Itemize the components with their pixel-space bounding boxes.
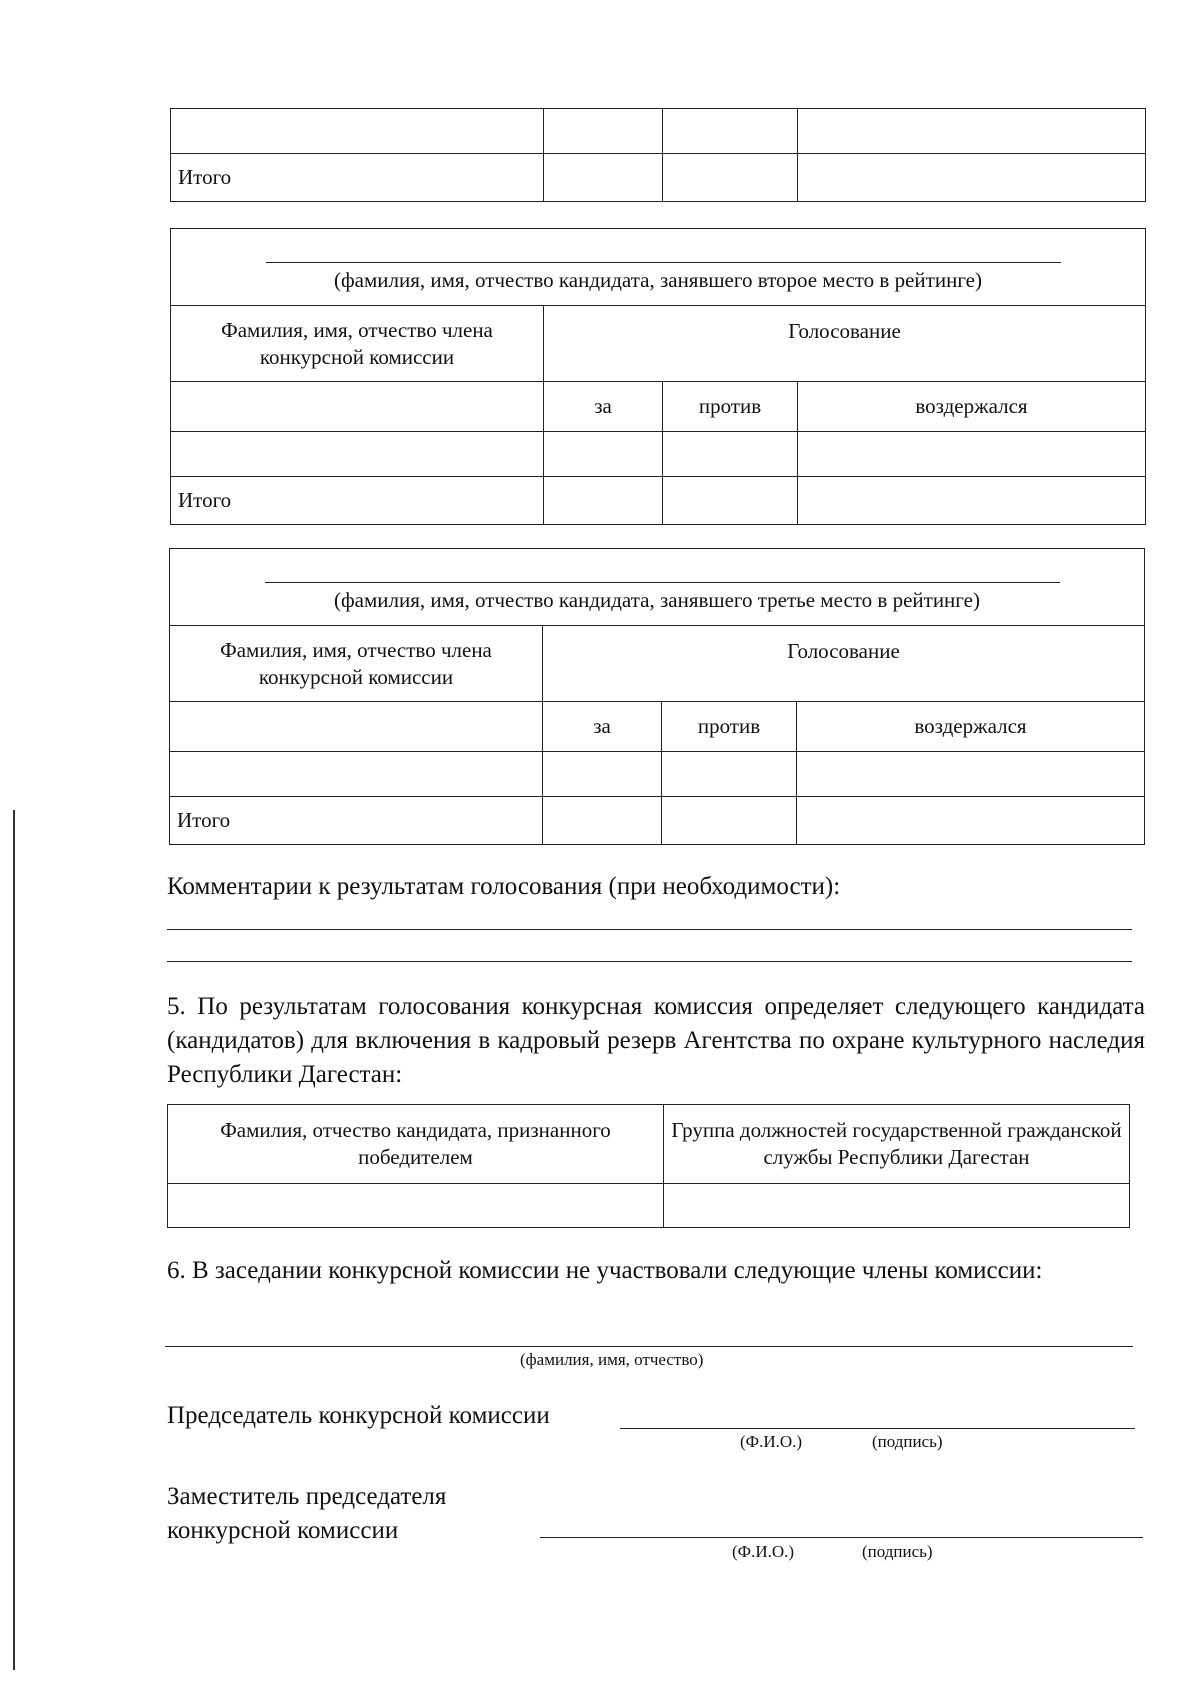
candidate-name-line <box>265 582 1060 583</box>
total-label: Итого <box>171 154 544 202</box>
col-abstained: воздержался <box>797 702 1145 752</box>
table-row <box>168 1184 1130 1228</box>
subheader-row <box>170 702 1145 752</box>
subheader-row <box>171 382 1146 432</box>
header-row <box>171 306 1146 382</box>
chairman-label: Председатель конкурсной комиссии <box>167 1402 550 1429</box>
comments-label: Комментарии к результатам голосования (при необходимости): <box>167 873 841 900</box>
chairman-fio-caption: (Ф.И.О.) <box>740 1432 803 1451</box>
total-label: Итого <box>170 797 543 845</box>
third-place-voting-table <box>169 548 1145 845</box>
member-header: Фамилия, имя, отчество члена конкурсной комиссии <box>170 626 543 702</box>
table-row <box>171 109 1146 154</box>
col-against: против <box>663 382 798 432</box>
table-row <box>171 154 1146 202</box>
table-row <box>171 432 1146 477</box>
deputy-label-line2: конкурсной комиссии <box>167 1517 399 1544</box>
section-5-text: 5. По результатам голосования конкурсная комиссия определяет следующего кандидата (кандидатов) для включения в кадровый резерв Агентства по охране культурного наследия Республики Дагестан: <box>167 993 1145 1088</box>
deputy-sign-caption: (подпись) <box>862 1542 933 1561</box>
col-abstained: воздержался <box>798 382 1146 432</box>
comments-line-2 <box>167 961 1132 962</box>
candidate-column-header: Фамилия, отчество кандидата, признанного победителем <box>168 1105 664 1184</box>
deputy-fio-caption: (Ф.И.О.) <box>732 1542 795 1561</box>
member-header: Фамилия, имя, отчество члена конкурсной комиссии <box>171 306 544 382</box>
voting-header: Голосование <box>544 306 1146 382</box>
candidate-caption: (фамилия, имя, отчество кандидата, занявшего второе место в рейтинге) <box>334 268 982 292</box>
table-row <box>170 752 1145 797</box>
header-row <box>170 626 1145 702</box>
top-continuation-table <box>170 108 1146 202</box>
col-against: против <box>662 702 797 752</box>
deputy-signature-line <box>540 1537 1143 1538</box>
absent-members-caption: (фамилия, имя, отчество) <box>520 1350 704 1369</box>
col-for: за <box>543 702 662 752</box>
chairman-signature-line <box>620 1428 1135 1429</box>
section-6-text: 6. В заседании конкурсной комиссии не участвовали следующие члены комиссии: <box>167 1257 1043 1284</box>
absent-members-line <box>165 1346 1133 1347</box>
candidate-caption-row <box>171 229 1146 306</box>
candidate-caption-row <box>170 549 1145 626</box>
second-place-voting-table <box>170 228 1146 525</box>
candidate-caption: (фамилия, имя, отчество кандидата, занявшего третье место в рейтинге) <box>334 588 980 612</box>
scan-margin-line <box>13 810 15 1670</box>
reserve-candidates-table <box>167 1104 1130 1228</box>
comments-line-1 <box>167 929 1132 930</box>
position-group-column-header: Группа должностей государственной гражданской службы Республики Дагестан <box>664 1105 1130 1184</box>
voting-header: Голосование <box>543 626 1145 702</box>
header-row <box>168 1105 1130 1184</box>
col-for: за <box>544 382 663 432</box>
total-row <box>170 797 1145 845</box>
total-row <box>171 477 1146 525</box>
chairman-sign-caption: (подпись) <box>872 1432 943 1451</box>
candidate-name-line <box>266 262 1061 263</box>
total-label: Итого <box>171 477 544 525</box>
deputy-label-line1: Заместитель председателя <box>167 1483 447 1510</box>
